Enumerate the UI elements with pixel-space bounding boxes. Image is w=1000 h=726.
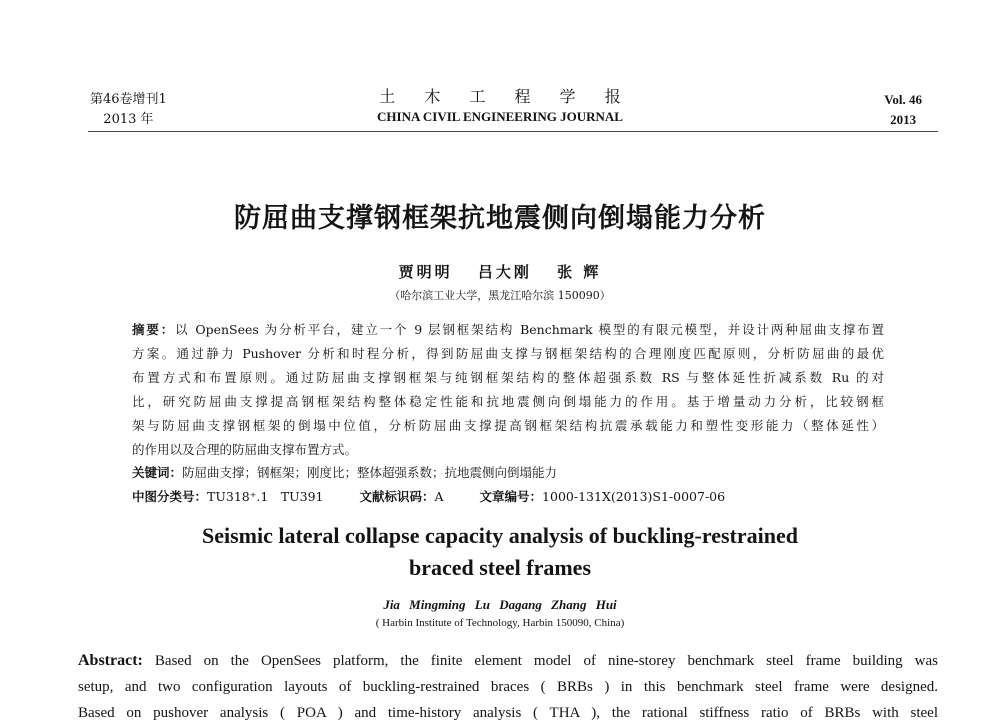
header-journal bbox=[0, 86, 1000, 126]
doc-code-value: A bbox=[434, 489, 444, 504]
header-right bbox=[884, 90, 922, 130]
journal-name-cn: 土 木 工 程 学 报 bbox=[379, 87, 633, 106]
keywords-cn-text: 防屈曲支撑；钢框架；刚度比；整体超强系数；抗地震侧向倒塌能力 bbox=[182, 465, 558, 480]
abstract-en bbox=[78, 648, 938, 726]
affiliation-en: ( Harbin Institute of Technology, Harbin 150090, China) bbox=[375, 617, 625, 629]
abstract-cn-text: 以 OpenSees 为分析平台，建立一个 9 层钢框架结构 Benchmark 模型的有限元模型，并设计两种屈曲支撑布置 bbox=[175, 322, 884, 337]
authors-cn bbox=[0, 261, 1000, 282]
abstract-cn-line bbox=[132, 318, 884, 342]
article-number-label: 文章编号： bbox=[479, 489, 543, 504]
abstract-cn-line: 方案。通过静力 Pushover 分析和时程分析，得到防屈曲支撑与钢框架结构的合理刚度匹配原则，分析防屈曲的最优 bbox=[132, 346, 884, 361]
title-en-line-2: braced steel frames bbox=[408, 555, 592, 580]
abstract-cn-label: 摘要： bbox=[132, 322, 176, 337]
clc-value: TU318⁺.1 TU391 bbox=[207, 489, 324, 504]
title-cn: 防屈曲支撑钢框架抗地震侧向倒塌能力分析 bbox=[234, 203, 766, 234]
article-number-value: 1000-131X(2013)S1-0007-06 bbox=[542, 489, 726, 504]
header-year-en: 2013 bbox=[890, 112, 917, 127]
abstract-cn bbox=[132, 318, 884, 462]
header-volume-en: Vol. 46 bbox=[884, 92, 922, 107]
abstract-cn-line: 布置方式和布置原则。通过防屈曲支撑钢框架与纯钢框架结构的整体超强系数 RS 与整体延性折减系数 Ru 的对 bbox=[132, 370, 884, 385]
author-cn-2: 吕大刚 bbox=[477, 263, 532, 281]
abstract-cn-line: 的作用以及合理的防屈曲支撑布置方式。 bbox=[132, 442, 358, 457]
doc-code-label: 文献标识码： bbox=[359, 489, 435, 504]
header-volume-cn: 第46卷增刊1 bbox=[90, 92, 167, 107]
header-year-cn: 2013 年 bbox=[103, 112, 154, 127]
abstract-en-line bbox=[78, 648, 938, 674]
affiliation-cn: （哈尔滨工业大学，黑龙江哈尔滨 150090） bbox=[389, 289, 611, 302]
title-en-line-1: Seismic lateral collapse capacity analysis of buckling-restrained bbox=[201, 523, 798, 548]
abstract-en-text: Based on the OpenSees platform, the finite element model of nine-storey benchmark steel frame building was bbox=[154, 653, 939, 669]
journal-name-en: CHINA CIVIL ENGINEERING JOURNAL bbox=[377, 109, 623, 124]
authors-en: Jia Mingming Lu Dagang Zhang Hui bbox=[383, 597, 617, 612]
abstract-cn-line: 比，研究防屈曲支撑提高钢框架结构整体稳定性能和抗地震侧向倒塌能力的作用。基于增量动力分析，比较钢框 bbox=[132, 394, 884, 409]
keywords-cn-label: 关键词： bbox=[132, 465, 183, 480]
abstract-en-label: Abstract: bbox=[78, 652, 143, 669]
abstract-en-line: Based on pushover analysis ( POA ) and time-history analysis ( THA ), the rational stiffness ratio of BRBs with steel bbox=[78, 705, 938, 721]
classification-line bbox=[132, 486, 725, 508]
title-en bbox=[0, 520, 1000, 584]
abstract-en-line: setup, and two configuration layouts of buckling-restrained braces ( BRBs ) in this benchmark steel frame were designed. bbox=[78, 679, 938, 695]
header-divider bbox=[88, 131, 938, 132]
abstract-cn-line: 架与防屈曲支撑钢框架的倒塌中位值，分析防屈曲支撑提高钢框架结构抗震承载能力和塑性变形能力（整体延性） bbox=[132, 418, 884, 433]
clc-label: 中图分类号： bbox=[132, 489, 208, 504]
author-cn-3: 张 辉 bbox=[557, 263, 602, 281]
author-cn-1: 贾明明 bbox=[398, 263, 453, 281]
keywords-cn bbox=[132, 462, 557, 484]
